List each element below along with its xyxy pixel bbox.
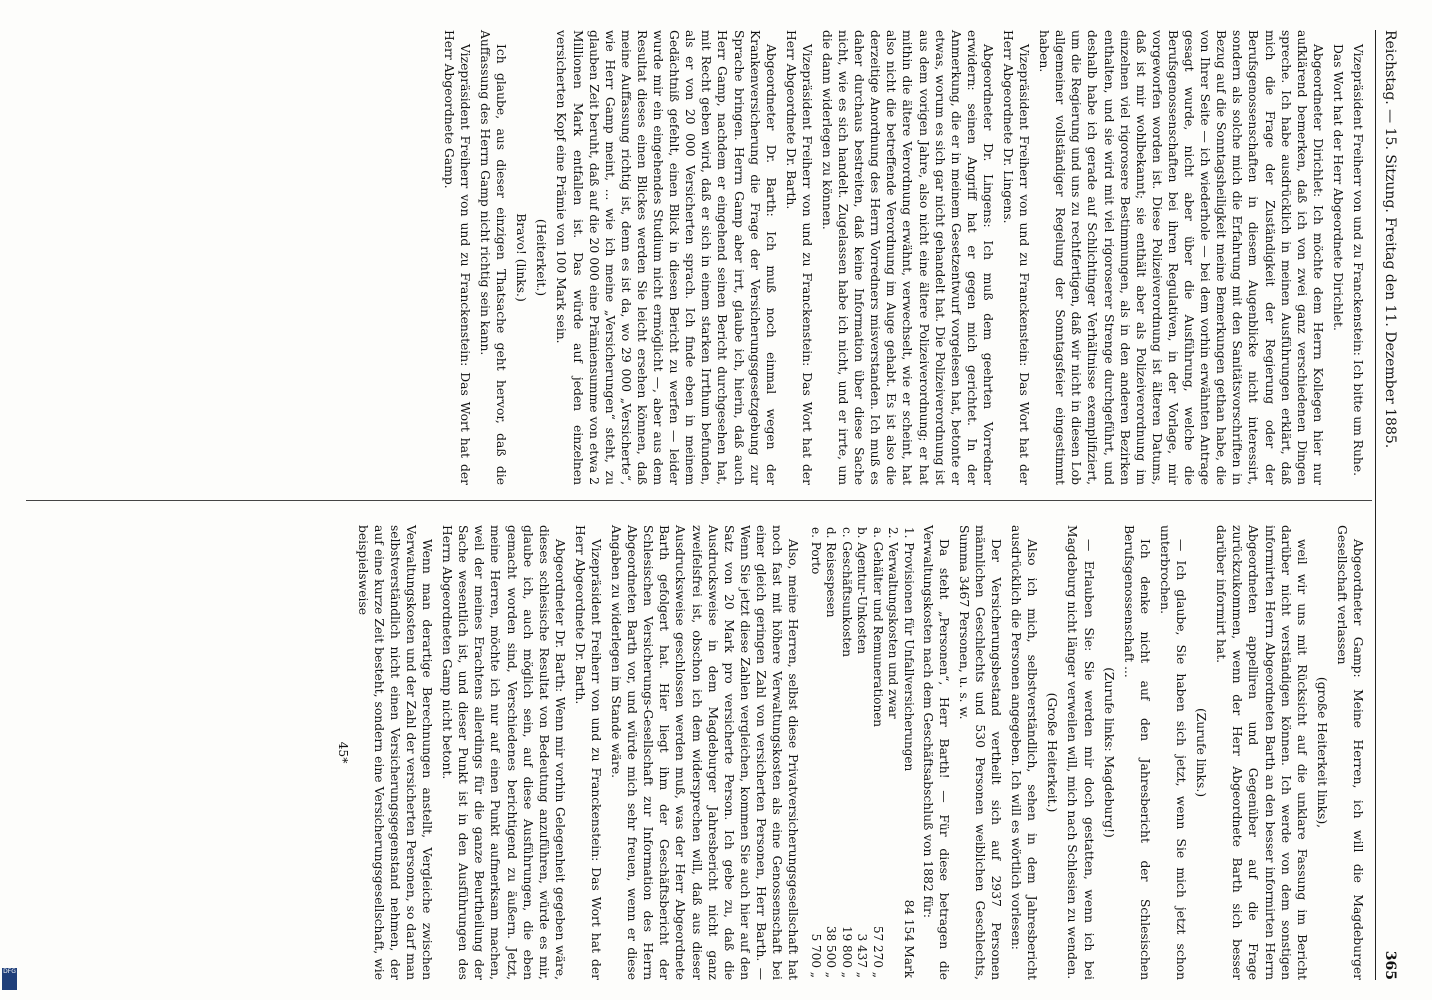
paragraph: Also, meine Herren, selbst diese Privatversicherungsgesellschaft hat noch fast mit höhere Verwaltungskosten als eine Genossenschaft bei einer gleich geringen Zahl von versicherten Personen, Herr Barth. — Wenn Sie jetzt diese Zahlen vergleichen, kommen Sie auch hier auf den Satz von 20 Mark pro versicherte Person. Ich gebe zu, daß die Ausdrucksweise in dem Magdeburger Jahresbericht nicht ganz zweifelsfrei ist, obschon ich dem widersprechen will, daß aus dieser Ausdrucksweise geschlossen werden muß, was der Herr Abgeordnete Barth gefolgert hat. Hier liegt ihm der Geschäftsbericht der Schlesischen Versicherungs-Gesellschaft zur Information des Herrn Abgeordneten Barth vor, und würde mich sehr freuen, wenn er diese Angaben zu widerlegen im Stande wäre. [609,525,801,980]
header-title: Reichstag. — 15. Sitzung. Freitag den 11. Dezember 1885. [1382,30,1398,449]
paragraph: — Ich glaube, Sie haben sich jetzt, wenn Sie mich jetzt schon unterbrochen. [1157,525,1189,980]
paragraph: Vizepräsident Freiherr von und zu Franckenstein: Das Wort hat der Herr Abgeordnete Dr. Barth. [783,30,814,485]
cost-value: 84 154 Mark [901,899,916,978]
paragraph: Da steht „Personen“, Herr Barth! — Für diese betragen die Verwaltungskosten nach dem Geschäftsabschluß von 1882 für: [920,525,951,980]
paragraph: Vizepräsident Freiherr von und zu Franckenstein: Das Wort hat der Herr Abgeordnete Dr. Barth. [572,525,604,980]
page-number: 365 [1382,950,1398,980]
paragraph: weil wir uns mit Rücksicht auf die unklare Fassung im Bericht darüber nicht verständigen können. Ich werde von dem sonstigen informirten Herrn Abgeordneten Barth an den besser informirten Herrn Abgeordneten appelliren und Gegenüber auf die Frage zurückzukommen, wenn der Herr Abgeordnete Barth sich besser darüber informirt hat. [1214,525,1309,980]
cost-value: 38 500 „ [824,925,839,978]
footer-mark: 45* [335,741,350,764]
paragraph: Also ich mich, selbstverständlich, sehen in dem Jahresbericht ausdrücklich die Personen angegeben. Ich will es wörtlich vorlesen: [1009,525,1040,980]
cost-label: b. Agentur-Unkosten [855,527,870,654]
paragraph: Abgeordneter Dr. Lingens: Ich muß dem geehrten Vorredner erwidern: seinen Angriff hat er gegen mich gerichtet. In der Anmerkung, die er in meinem Gesetzentwurf vorgelesen hat, betonte er etwas, worum es sich gar nicht gehandelt hat. Die Polizeiverordnung ist aus dem vorigen Jahre, also nicht eine ältere Polizeiverordnung; er hat mithin die ältere Verordnung erwähnt, verwechselt, wie er scheint, hat also nicht die betreffende Verordnung im Auge gehabt. Es ist also die derzeitige Anordnung des Herrn Vorredners misverstanden. Ich muß es daher durchaus bestreiten, daß keine Information über diese Sache nicht, wie es sich handelt. Zugelassen habe ich nicht, und er irrte, um die dann widerlegen zu können. [820,30,995,485]
table-row [900,525,916,980]
paragraph: Abgeordneter Dr. Barth: Ich muß noch einmal wegen der Krankenversicherung die Frage der Versicherungsgesetzgebung zur Sprache bringen. Herrn Gamp aber irrt, glaube ich, hierin, daß auch Herr Gamp, nachdem er eingehend seinen Bericht durchgesehen hat, mit Recht geben wird, daß er sich in einem starken Irrthum befunden, als er von 20 000 Versicherten sprach. Ich finde eben in meinem Gedächtniß gefehlt, einen Blick in diesen Bericht zu werfen — leider wurde mir ein eingehendes Studium nicht ermöglicht —, aber aus dem Resultat dieses einen Blickes werden Sie leicht ersehen können, daß meine Auffassung richtig ist, denn es ist da, wo 29 000 „Versicherte“, wie Herr Gamp meint, ... wie ich meine „Versicherungen“ steht, zu glauben Zeit beruht, daß auf die 20 000 eine Prämiensumme von etwa 2 Millionen Mark entfallen ist. Das würde auf jeden einzelnen versicherten Kopf eine Prämie von 100 Mark sein. [554,30,778,485]
cost-value [885,867,901,980]
paragraph: Abgeordneter Dr. Barth: Wenn mir vorhin Gelegenheit gegeben wäre, dieses schlesische Resultat von Bedeutung anzuführen, würde es mir, glaube ich, auch möglich sein, auf diese Ausführungen, die eben gemacht worden sind, Verschiedenes berichtigend zu äußern. Jetzt, meine Herren, möchte ich nur auf einen Punkt aufmerksam machen, weil der meines Erachtens allerdings für die ganze Beurtheilung der Sache wesentlich ist, und dieser Punkt ist in den Ausführungen des Herrn Abgeordneten Gamp nicht betont. [440,525,567,980]
cost-label: a. Gehälter und Remunerationen [870,527,885,728]
cost-table [807,525,916,980]
cost-value: 3 437 „ [855,933,870,978]
cost-label: d. Reisespesen [824,527,839,618]
paragraph: Der Versicherungsbestand vertheilt sich auf 2937 Personen männlichen Geschlechts und 530 Personen weiblichen Geschlechts, Summa 3467 Personen, u. s. w. [956,525,1004,980]
paragraph: Ich denke nicht auf den Jahresbericht der Schlesischen Berufsgenossenschaft ... [1121,525,1152,980]
paragraph: Ich glaube, aus dieser einzigen Thatsache geht hervor, daß die Auffassung des Herrn Gamp nicht richtig sein kann. [478,30,509,485]
right-column-part-a [920,525,1366,980]
table-row [869,525,885,980]
paragraph: (Heiterkeit.) [534,218,549,297]
cost-value: 5 700 „ [808,933,823,978]
paragraph: Abgeordneter Dirichlet: Ich möchte dem Herrn Kollegen hier nur aufklärend bemerken, daß ich von zwei ganz verschiedenen Dingen spreche. Ich habe ausdrücklich in meinen Ausführungen erklärt, daß mich die Frage der Zuständigkeit der Regierung oder der Berufsgenossenschaften in diesem Augenblicke nicht interessirt, sondern als solche mich die Erfahrung mit den Sanitätsvorschriften in Bezug auf die Sonntagsheiligkeit meine Bemerkungen gethan habe, die von Ihrer Seite — ich wiederhole — bei dem vorhin erwähnten Antrage gesagt wurde, nicht aber über die Ausführung, welche die Berufsgenossenschaften bei ihren Regulativen, in der Vorlage, mir vorgeworfen worden ist. Diese Polizeiverordnung ist älteren Datums, daß ist mir wohlbekannt; sie enthält aber als Polizeiverordnung im einzelnen viel rigorosere Bestimmungen, als in den anderen Bezirken enthalten, und sie wird mit viel rigoroserer Strenge durchgeführt, und deshalb habe ich gerade auf Schlichtinger Verhältnisse exemplifiziert, um die Regierung und uns zu rechtfertigen, daß wir nicht in diesen Lob allgemeiner vollständiger Regelung der Sonntagsfeier eingestimmt haben. [1037,30,1325,485]
cost-label: c. Geschäftsunkosten [839,527,854,657]
dfg-credit-text [0,428,3,988]
table-row [885,525,901,980]
paragraph: Das Wort hat der Herr Abgeordnete Dirichlet. [1330,44,1345,331]
cost-label: 1. Provisionen für Unfallversicherungen [901,527,916,772]
table-row [838,525,854,980]
cost-label: 2. Verwaltungskosten und zwar [886,527,901,719]
paragraph: (Große Heiterkeit.) [1045,692,1060,813]
paragraph: (große Heiterkeit links), [1314,676,1329,829]
paragraph: Vizepräsident Freiherr von und zu Franckenstein: Das Wort hat der Herr Abgeordnete Gamp. [441,30,473,485]
right-column [331,525,1366,980]
paragraph: Abgeordneter Gamp: Meine Herren, ich will die Magdeburger Gesellschaft verlassen [1334,525,1365,980]
rotated-content [16,0,1416,1000]
running-header [1378,30,1402,980]
paragraph: Vizepräsident Freiherr von und zu Franckenstein: Das Wort hat der Herr Abgeordnete Dr. Lingens. [1001,30,1032,485]
paragraph: Wenn man derartige Berechnungen anstellt, Vergleiche zwischen Verwaltungskosten und der Zahl der versicherten Personen, so darf man selbstverständlich nicht einen Versicherungsgegenstand nehmen, der auf eine kurze Zeit besteht, sondern eine Versicherungsgesellschaft, wie beispielsweise [355,525,435,980]
cost-value: 19 800 „ [839,925,854,978]
left-column [437,30,1366,485]
paragraph: (Zurufe links.) [1194,707,1209,798]
cost-label: e. Porto [808,527,823,575]
paragraph: Bravo! (links.) [514,213,529,302]
header-rule [1375,30,1376,980]
table-row [823,525,839,980]
paragraph: (Zurufe links: Magdeburg!) [1101,667,1116,838]
paragraph: Vizepräsident Freiherr von und zu Franckenstein: Ich bitte um Ruhe. [1351,44,1365,477]
table-row [854,525,870,980]
table-row [807,525,823,980]
paragraph: — Erlauben Sie: Sie werden mir doch gestatten, wenn ich bei Magdeburg nicht länger verweilen will, mich nach Schlesien zu wenden. [1065,525,1096,980]
cost-value: 57 270 „ [870,925,885,978]
right-column-part-b [355,525,802,980]
column-divider [26,500,1372,501]
dfg-logo: DFG [2,968,17,990]
